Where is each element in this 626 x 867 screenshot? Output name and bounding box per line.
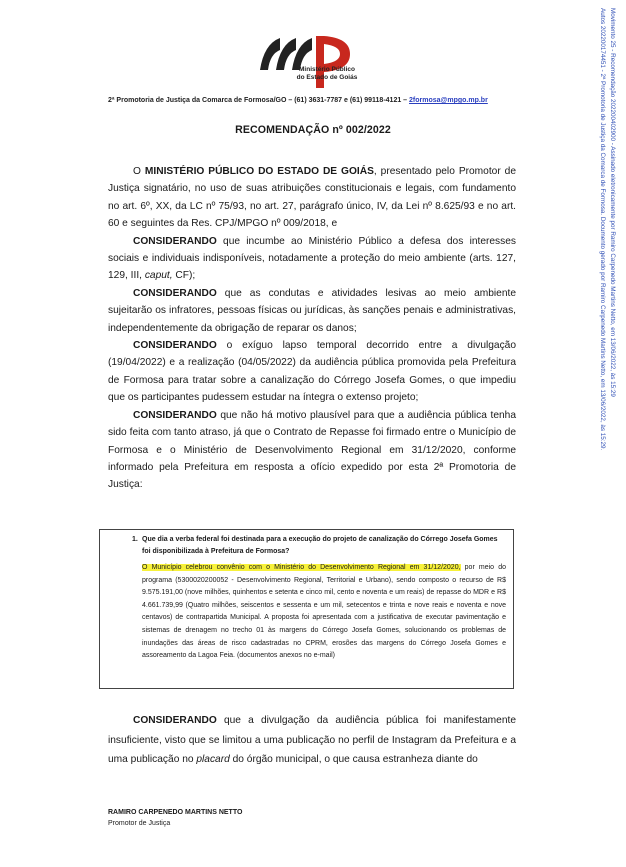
logo-line-2: do Estado de Goiás: [296, 74, 358, 81]
paragraph-4: [108, 337, 516, 407]
logo-text: [292, 66, 362, 82]
logo-line-1: Ministério Público: [299, 66, 355, 73]
paragraph-5: [108, 407, 516, 494]
p2-text-b: que incumbe ao Ministério Público a defesa dos interesses sociais e individuais indisponíveis, notadamente a proteção do meio ambiente (arts. 127, 129, III,: [108, 235, 516, 282]
answer-text: por meio do programa (5300020200052 - Desenvolvimento Regional, Territorial e Urbano), sendo composto o recurso de R$ 9.575.191,00 (nove milhões, quinhentos e setenta e cinco mil, cento e noventa e um reais) de repasse do MDR e R$ 4.661.739,99 (Quatro milhões, seiscentos e sessenta e um mil, setecentos e trinta e nove reais e noventa e nove centavos) de contrapartida Municipal. A proposta foi apresentada com a justificativa de executar pavimentação e sistemas de drenagem no trecho 01 às margens do Córrego Josefa Gomes, solucionando os problemas de inundações das áreas de risco cadastradas no CPRM, erosões das margens do Córrego Josefa Gomes e assoreamento da Lagoa Feia. (documentos anexos no e-mail): [142, 564, 506, 660]
paragraph-2: [108, 233, 516, 285]
p1-text-a: O: [133, 166, 145, 177]
contact-text: 2ª Promotoria de Justiça da Comarca de Formosa/GO – (61) 3631-7787 e (61) 99118-4121 –: [108, 97, 408, 104]
answer-highlight: O Município celebrou convênio com o Ministério do Desenvolvimento Regional em 31/12/2020,: [142, 564, 461, 571]
p4-bold: CONSIDERANDO: [133, 340, 217, 352]
p5-text: que não há motivo plausível para que a audiência pública tenha sido feita com tanto atraso, já que o Contrato de Repasse foi firmado entre o Município de Formosa e o Ministério de Desenvolvimento Regional em 31/12/2020, conforme informado pela Prefeitura em resposta a ofício expedido por esta 2ª Promotoria de Justiça:: [108, 409, 516, 491]
quote-question: [132, 534, 502, 558]
document-body-continued: [108, 711, 516, 770]
quoted-response-box: [99, 529, 514, 689]
p6-italic: placard: [196, 754, 230, 765]
header-contact: [108, 97, 488, 104]
quote-answer: [142, 562, 506, 663]
stamp-line-2: Movimento 25 - Recomendação 202200402900 - Assinado eletronicamente por Ramiro Carpenedo Martins Netto, em 13/06/2022, às 15:29: [609, 8, 616, 397]
document-body: [108, 163, 516, 494]
electronic-signature-stamp: [597, 8, 621, 568]
p2-bold: CONSIDERANDO: [133, 235, 217, 247]
signature-role: Promotor de Justiça: [108, 820, 171, 827]
signature-name: RAMIRO CARPENEDO MARTINS NETTO: [108, 809, 243, 816]
p2-text-d: CF);: [172, 270, 196, 282]
email-link[interactable]: 2formosa@mpgo.mp.br: [409, 97, 488, 104]
p6-text-b: que a divulgação da audiência pública foi manifestamente insuficiente, visto que se limitou a uma publicação no perfil de Instagram da Prefeitura e a uma publicação no: [108, 715, 516, 765]
p6-text-d: do órgão municipal, o que causa estranheza diante do: [229, 754, 478, 765]
p3-bold: CONSIDERANDO: [133, 287, 217, 299]
p3-text: que as condutas e atividades lesivas ao meio ambiente sujeitarão os infratores, pessoas físicas ou jurídicas, às sanções penais e administrativas, independentemente da obrigação de reparar os danos;: [108, 287, 516, 334]
paragraph-6: [108, 711, 516, 770]
p1-bold: MINISTÉRIO PÚBLICO DO ESTADO DE GOIÁS: [144, 166, 374, 177]
p2-italic: caput,: [144, 270, 173, 282]
p4-text: o exíguo lapso temporal decorrido entre a divulgação (19/04/2022) e a realização (04/05/2022) da audiência pública promovida pela Prefeitura de Formosa para tratar sobre a canalização do Córrego Josefa Gomes, o que impediu que os participantes pudessem estudar na íntegra o extenso projeto;: [108, 340, 516, 404]
paragraph-3: [108, 285, 516, 337]
p6-bold: CONSIDERANDO: [133, 715, 217, 726]
p1-text-c: , presentado pelo Promotor de Justiça signatário, no uso de suas atribuições constitucionais e legais, com fundamento no art. 6º, XX, da LC nº 75/93, no art. 27, parágrafo único, IV, da Lei nº 8.625/93 e no art. 60 e seguintes da Res. CPJ/MPGO nº 009/2018, e: [108, 166, 516, 230]
stamp-line-1: Autos 202200174451 - 2ª Promotoria de Justiça da Comarca de Formosa. Documento gerado por Ramiro Carpenedo Martins Netto, em 13/06/2022, às 15:29.: [599, 8, 606, 451]
p5-bold: CONSIDERANDO: [133, 409, 217, 421]
paragraph-1: [108, 163, 516, 233]
question-number: 1.: [132, 536, 138, 543]
document-title: RECOMENDAÇÃO nº 002/2022: [235, 124, 391, 136]
question-text: Que dia a verba federal foi destinada para a execução do projeto de canalização do Córrego Josefa Gomes foi disponibilizada à Prefeitura de Formosa?: [142, 536, 498, 555]
